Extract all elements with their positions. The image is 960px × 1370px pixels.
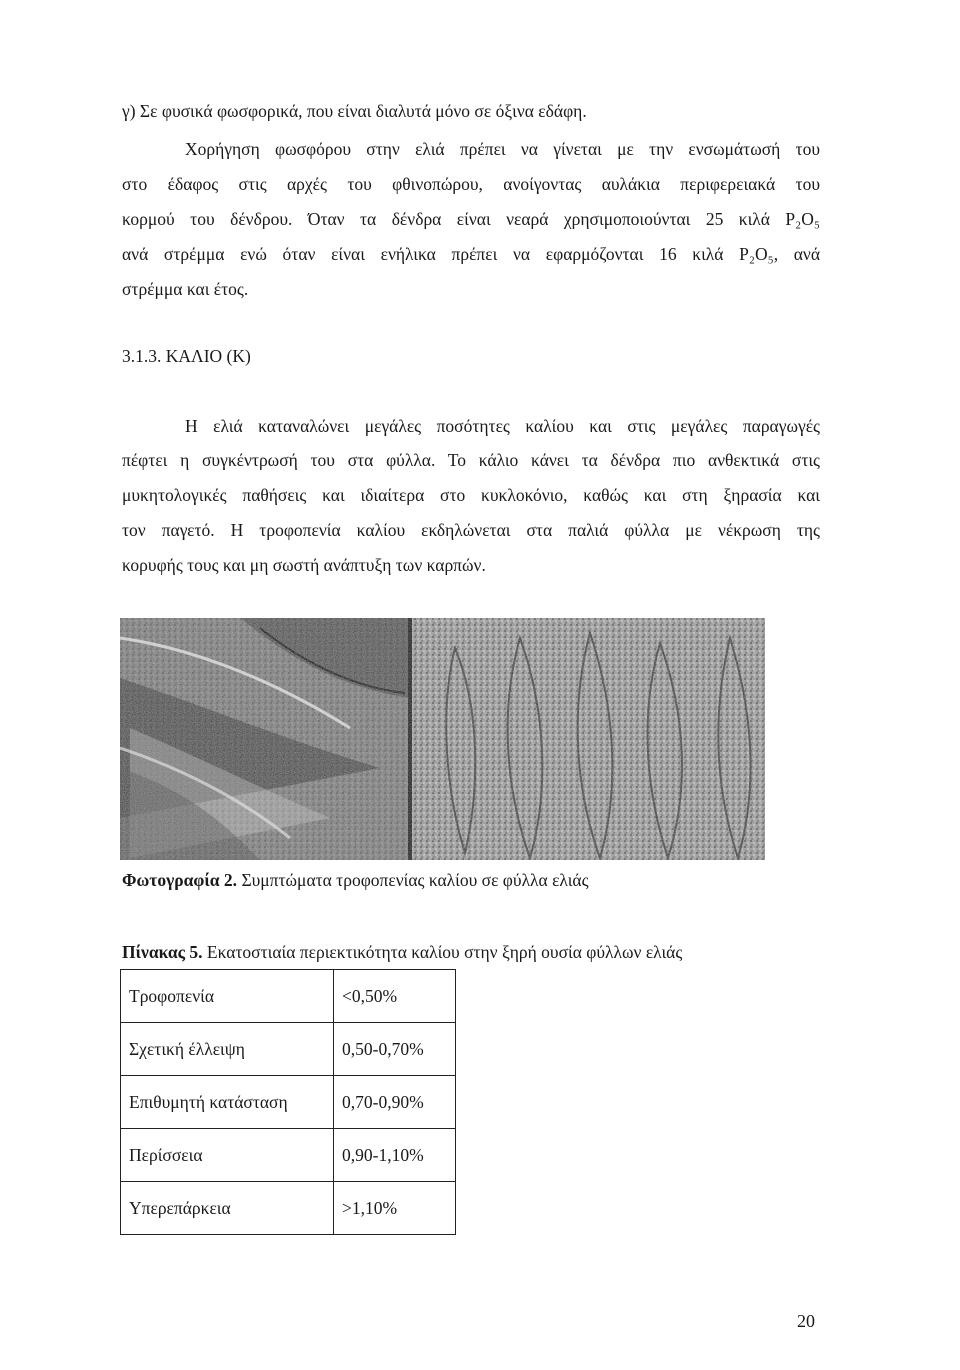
range-cell: 0,90-1,10% [334,1129,456,1182]
range-cell: 0,50-0,70% [334,1023,456,1076]
olive-leaves-photo [120,618,765,860]
photo-graphic [120,618,765,860]
body-line: κορυφής τους και μη σωστή ανάπτυξη των καρπών. [122,555,486,575]
body-line: τον παγετό. Η τροφοπενία καλίου εκδηλώνεται στα παλιά φύλλα με νέκρωση της [122,520,820,540]
body-line: μυκητολογικές παθήσεις και ιδιαίτερα στο κυκλοκόνιο, καθώς και στη ξηρασία και [122,485,820,505]
range-cell: <0,50% [334,970,456,1023]
body-line: πέφτει η συγκέντρωσή του στα φύλλα. Το κάλιο κάνει τα δένδρα πιο ανθεκτικά στις [122,450,820,470]
body-line: στρέμμα και έτος. [122,279,249,299]
table-caption [122,940,682,964]
table-row [121,1076,456,1129]
potassium-table [120,969,456,1235]
range-cell: 0,70-0,90% [334,1076,456,1129]
photo-caption [122,868,589,892]
page-number: 20 [797,1311,815,1331]
body-line: Η ελιά καταναλώνει μεγάλες ποσότητες καλίου και στις μεγάλες παραγωγές [185,416,820,436]
status-cell: Σχετική έλλειψη [121,1023,334,1076]
body-line: κορμού του δένδρου. Όταν τα δένδρα είναι νεαρά χρησιμοποιούνται 25 κιλά P₂O₅ [122,209,820,229]
table-caption-text: Εκατοστιαία περιεκτικότητα καλίου στην ξηρή ουσία φύλλων ελιάς [202,942,683,962]
table-row [121,1023,456,1076]
photo-caption-label: Φωτογραφία 2. [122,870,238,890]
body-line: γ) Σε φυσικά φωσφορικά, που είναι διαλυτά μόνο σε όξινα εδάφη. [122,101,587,121]
range-cell: >1,10% [334,1182,456,1235]
table-row [121,970,456,1023]
body-line: Χορήγηση φωσφόρου στην ελιά πρέπει να γίνεται με την ενσωμάτωσή του [185,139,820,159]
section-heading: 3.1.3. ΚΑΛΙΟ (Κ) [122,346,251,366]
table-caption-label: Πίνακας 5. [122,942,203,962]
status-cell: Επιθυμητή κατάσταση [121,1076,334,1129]
status-cell: Περίσσεια [121,1129,334,1182]
body-line: ανά στρέμμα ενώ όταν είναι ενήλικα πρέπει να εφαρμόζονται 16 κιλά P₂O₅, ανά [122,244,820,264]
photo-caption-text: Συμπτώματα τροφοπενίας καλίου σε φύλλα ελιάς [237,870,589,890]
status-cell: Τροφοπενία [121,970,334,1023]
status-cell: Υπερεπάρκεια [121,1182,334,1235]
table-row [121,1129,456,1182]
table-row [121,1182,456,1235]
body-line: στο έδαφος στις αρχές του φθινοπώρου, ανοίγοντας αυλάκια περιφερειακά του [122,174,820,194]
